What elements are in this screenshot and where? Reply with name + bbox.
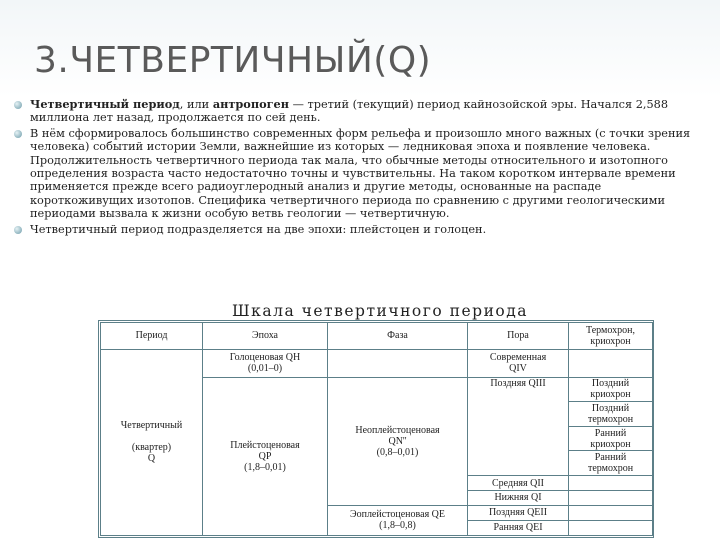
quaternary-scale-table [100, 322, 653, 536]
cell-early-cryochron: Ранний криохрон [569, 426, 653, 451]
bullet-icon [14, 101, 22, 109]
bullet-text: Четвертичный период подразделяется на две эпохи: плейстоцен и голоцен. [30, 222, 487, 236]
bullet-item-subdivision [14, 223, 704, 236]
header-period: Период [101, 323, 203, 350]
term-quaternary: Четвертичный период [30, 97, 180, 111]
cell-thermo-blank [569, 349, 653, 377]
table-title: Шкала четвертичного периода [232, 302, 529, 320]
table-row [101, 349, 653, 377]
cell-early-thermochron: Ранний термохрон [569, 451, 653, 476]
bullet-text: — третий (текущий) период кайнозойской эры. Начался 2,588 миллиона лет назад, продолжается по сей день. [30, 98, 669, 125]
cell-late-cryochron: Поздний криохрон [569, 377, 653, 402]
cell-late-thermochron: Поздний термохрон [569, 402, 653, 427]
cell-holocene: Голоценовая QH (0,01–0) [203, 349, 328, 377]
cell-thermo-blank [569, 476, 653, 491]
term-anthropogene: антропоген [212, 97, 290, 111]
bullet-text: , или [179, 98, 213, 111]
cell-stage-late: Поздняя QIII [468, 377, 569, 475]
cell-stage-middle: Средняя QII [468, 476, 569, 491]
bullet-icon [14, 130, 22, 138]
cell-period: Четвертичный (квартер) Q [101, 349, 203, 535]
cell-eopleistocene: Эоплейстоценовая QE (1,8–0,8) [328, 505, 468, 535]
bullet-list [14, 98, 704, 238]
cell-neopleistocene: Неоплейстоценовая QN'' (0,8–0,01) [328, 377, 468, 505]
bullet-icon [14, 226, 22, 234]
header-thermochron: Термохрон, криохрон [569, 323, 653, 350]
table-header-row [101, 323, 653, 350]
bullet-item-definition [14, 98, 704, 125]
cell-holocene-phase [328, 349, 468, 377]
header-phase: Фаза [328, 323, 468, 350]
header-stage: Пора [468, 323, 569, 350]
cell-stage-early-eo: Ранняя QEI [468, 520, 569, 535]
cell-pleistocene: Плейстоценовая QP (1,8–0,01) [203, 377, 328, 535]
cell-thermo-blank [569, 520, 653, 535]
cell-stage-late-eo: Поздняя QEII [468, 505, 569, 520]
bullet-text: В нём сформировалось большинство современных форм рельефа и произошло много важных (с точки зрения человека) событий истории Земли, важнейшие из которых — ледниковая эпоха и появление человека. Продолжительность четвертичного периода так мала, что обычные методы относительного и изотопного определения возраста часто недостаточно точны и чувствительны. На таком коротком интервале времени применяется прежде всего радиоуглеродный анализ и другие методы, основанные на распаде короткоживущих изотопов. Специфика четвертичного периода по сравнению с другими геологическими периодами вызвала к жизни особую ветвь геологии — четвертичную. [30, 126, 691, 221]
cell-stage-modern: Современная QIV [468, 349, 569, 377]
header-epoch: Эпоха [203, 323, 328, 350]
cell-thermo-blank [569, 491, 653, 506]
bullet-item-description [14, 127, 704, 221]
slide-title: 3.ЧЕТВЕРТИЧНЫЙ(Q) [34, 40, 432, 81]
cell-stage-early: Нижняя QI [468, 491, 569, 506]
cell-thermo-blank [569, 505, 653, 520]
